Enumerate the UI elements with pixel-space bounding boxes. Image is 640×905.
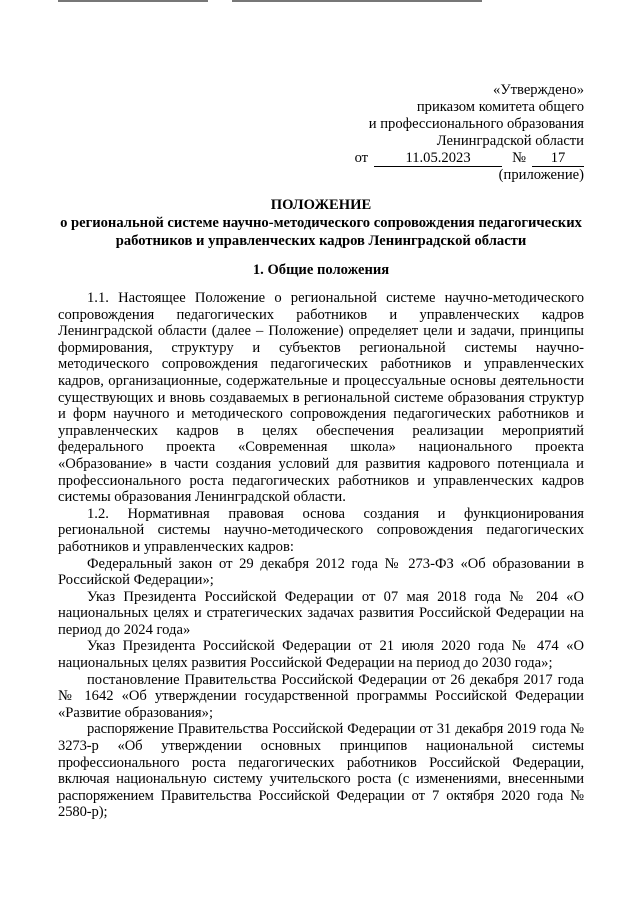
approval-line-3: и профессионального образования [368,116,584,132]
legal-item: Указ Президента Российской Федерации от 21 июля 2020 года № 474 «О национальных целях развития Российской Федерации на период до 2030 года»; [58,638,584,672]
attachment-note: (приложение) [498,167,584,183]
title-heading: ПОЛОЖЕНИЕ [270,197,372,213]
approval-block [355,82,584,184]
approval-line-2: приказом комитета общего [416,99,584,115]
legal-item: Федеральный закон от 29 декабря 2012 года № 273-ФЗ «Об образовании в Российской Федерации»; [58,555,584,589]
paragraph-1-2: 1.2. Нормативная правовая основа создания и функционирования региональной системы научно-методического сопровождения педагогических работников и управленческих кадров: [58,505,584,555]
approval-line-4: Ленинградской области [436,133,584,149]
order-date-number-row [355,150,584,167]
document-body [58,290,584,821]
top-border-right [232,0,482,2]
approval-line-1: «Утверждено» [493,82,584,98]
section-heading: 1. Общие положения [252,262,390,278]
from-label: от [354,150,369,166]
order-number: 17 [532,150,584,167]
document-title [58,196,584,250]
title-subtitle: о региональной системе научно-методического сопровождения педагогических работников и управленческих кадров Ленинградской области [60,215,582,249]
top-border-left [58,0,208,2]
legal-item: постановление Правительства Российской Федерации от 26 декабря 2017 года № 1642 «Об утверждении государственной программы Российской Федерации «Развитие образования»; [58,671,584,721]
legal-item: Указ Президента Российской Федерации от 07 мая 2018 года № 204 «О национальных целях и стратегических задачах развития Российской Федерации на период до 2024 года» [58,588,584,638]
number-label: № [512,150,526,166]
order-date: 11.05.2023 [374,150,502,167]
paragraph-1-1: 1.1. Настоящее Положение о региональной системе научно-методического сопровождения педагогических работников и управленческих кадров Ленинградской области (далее – Положение) определяет цели и задачи, принципы формирования, структуру и субъектов региональной системы научно-методического сопровождения педагогических работников и управленческих кадров, организационные, содержательные и процессуальные основы деятельности существующих и вновь создаваемых в региональной системе образования структур и форм научного и методического сопровождения педагогических работников и управленческих кадров в целях обеспечения реализации мероприятий федерального проекта «Современная школа» национального проекта «Образование» в части создания условий для развития кадрового потенциала и профессионального роста педагогических работников и управленческих кадров системы образования Ленинградской области. [58,290,584,506]
legal-item: распоряжение Правительства Российской Федерации от 31 декабря 2019 года № 3273-р «Об утверждении основных принципов национальной системы профессионального роста педагогических работников Российской Федерации, включая национальную систему учительского роста (с изменениями, внесенными распоряжением Правительства Российской Федерации от 7 октября 2020 года № 2580-р); [58,721,584,821]
